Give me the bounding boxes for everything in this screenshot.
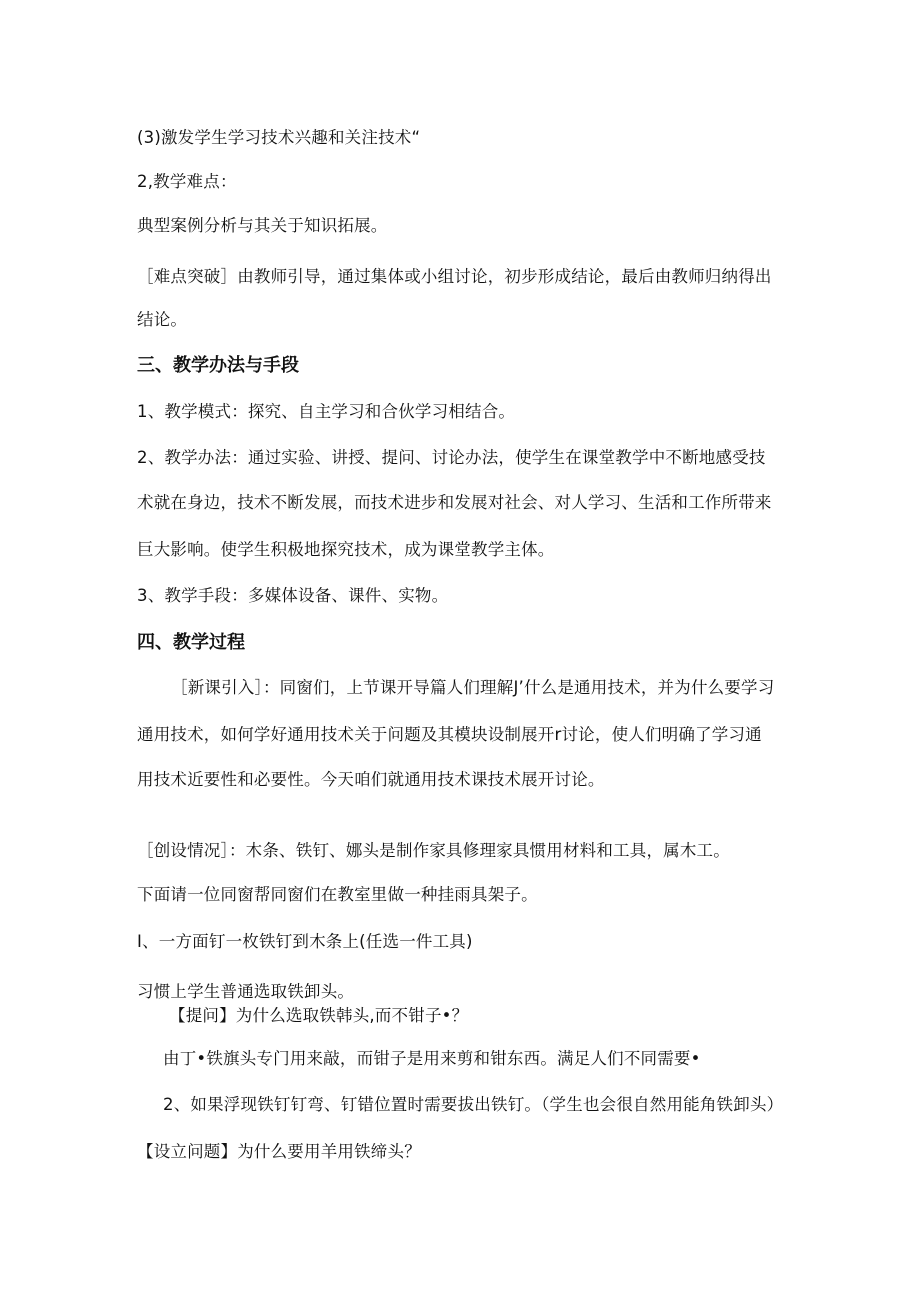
intro-text: ［新课引入］：同窗们，上节课开导篇人们理解J’什么是通用技术，并为什么要学习 [171,678,775,697]
objective-3-text: (3)激发学生学习技术兴趣和关注技术“ [137,128,421,147]
question-text: 【提问】为什么选取铁韩头,而不钳子•？ [169,1006,469,1025]
habit-text: 习惯上学生普通选取铁卸头。 [137,982,355,1001]
step-2-text: 2、如果浮现铁钉钉弯、钉错位置时需要拔出铁钉。（学生也会很自然用能角铁卸头） [163,1095,784,1114]
scenario-text: ［创设情况］：木条、铁钉、娜头是制作家具修理家具惯用材料和工具，属木工。 [137,841,730,860]
breakthrough-text: ［难点突破］由教师引导，通过集体或小组讨论，初步形成结论，最后由教师归纳得出 [137,267,772,286]
teaching-means-text: 3、教学手段：多媒体设备、课件、实物。 [137,586,449,605]
set-question-text: 【设立问题】为什么要用羊用铁缔头？ [137,1142,421,1161]
teaching-method-text-3: 巨大影响。使学生积极地探究技术，成为课堂教学主体。 [137,540,555,559]
answer-text: 由丁•铁旗头专门用来敲，而钳子是用来剪和钳东西。满足人们不同需要• [163,1049,701,1068]
step-1-text: I、一方面钉一枚铁钉到木条上(任选一件工具) [137,932,473,951]
intro-text-2: 通用技术，如何学好通用技术关于问题及其模块设制展开r讨论，使人们明确了学习通 [137,725,762,744]
teaching-method-text-2: 术就在身边，技术不断发展，而技术进步和发展对社会、对人学习、生活和工作所带来 [137,493,772,512]
teaching-method-text: 2、教学办法：通过实验、讲授、提问、讨论办法，使学生在课堂教学中不断地感受技 [137,448,766,467]
difficulty-heading: 2,教学难点： [137,172,237,191]
section-4-heading: 四、教学过程 [137,632,245,653]
difficulty-text: 典型案例分析与其关于知识拓展。 [137,216,388,235]
scenario-text-2: 下面请一位同窗帮同窗们在教室里做一种挂雨具架子。 [137,885,538,904]
teaching-mode-text: 1、教学模式：探究、自主学习和合伙学习相结合。 [137,402,516,421]
breakthrough-text-cont: 结论。 [137,310,188,329]
intro-text-3: 用技术近要性和必要性。今天咱们就通用技术课技术展开讨论。 [137,770,605,789]
section-3-heading: 三、教学办法与手段 [137,355,299,376]
